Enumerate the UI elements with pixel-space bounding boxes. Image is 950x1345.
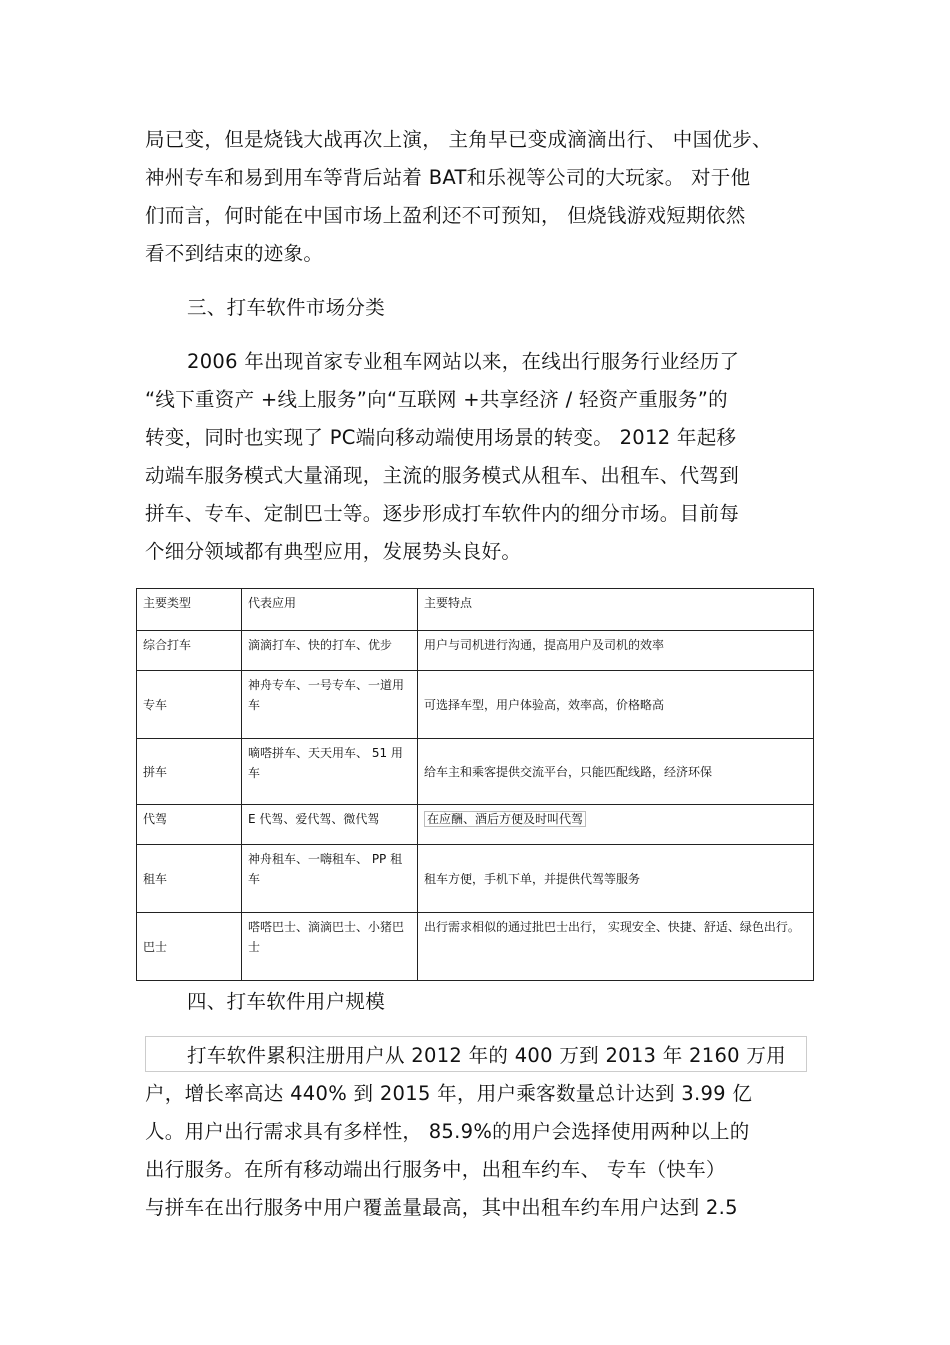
- table-row: [137, 631, 814, 671]
- section-heading-3: 三、打车软件市场分类: [187, 296, 386, 319]
- table-cell-type: 租车: [137, 845, 242, 913]
- paragraph-line: 与拼车在出行服务中用户覆盖量最高，其中出租车约车用户达到 2.5: [145, 1196, 738, 1219]
- table-row: [137, 671, 814, 739]
- paragraph-line: 局已变，但是烧钱大战再次上演， 主角早已变成滴滴出行、 中国优步、: [145, 128, 772, 151]
- table-header-cell: 代表应用: [242, 589, 418, 631]
- table-cell-apps: 神舟专车、一号专车、一道用车: [242, 671, 418, 739]
- table-row: [137, 913, 814, 981]
- table-cell-feature: [418, 805, 814, 845]
- table-row: [137, 845, 814, 913]
- paragraph-line: 出行服务。在所有移动端出行服务中，出租车约车、 专车（快车）: [145, 1158, 726, 1181]
- paragraph-line: “线下重资产 +线上服务”向“互联网 +共享经济 / 轻资产重服务”的: [145, 388, 728, 411]
- table-cell-feature: 用户与司机进行沟通，提高用户及司机的效率: [418, 631, 814, 671]
- paragraph-line: 转变，同时也实现了 PC端向移动端使用场景的转变。 2012 年起移: [145, 426, 737, 449]
- feature-text: 在应酬、酒后方便及时叫代驾: [424, 811, 586, 827]
- table-cell-type: 专车: [137, 671, 242, 739]
- paragraph-line: 户，增长率高达 440% 到 2015 年，用户乘客数量总计达到 3.99 亿: [145, 1082, 753, 1105]
- table-header-cell: 主要特点: [418, 589, 814, 631]
- table-cell-apps: 滴滴打车、快的打车、优步: [242, 631, 418, 671]
- table-cell-apps: 嗒嗒巴士、滴滴巴士、小猪巴士: [242, 913, 418, 981]
- table-cell-type: 拼车: [137, 739, 242, 805]
- table-row: [137, 805, 814, 845]
- paragraph-line: 神州专车和易到用车等背后站着 BAT和乐视等公司的大玩家。 对于他: [145, 166, 751, 189]
- paragraph-line: 们而言，何时能在中国市场上盈利还不可预知， 但烧钱游戏短期依然: [145, 204, 746, 227]
- table-cell-apps: 嘀嗒拼车、天天用车、 51 用车: [242, 739, 418, 805]
- paragraph-line: 人。用户出行需求具有多样性， 85.9%的用户会选择使用两种以上的: [145, 1120, 750, 1143]
- section-heading-4: 四、打车软件用户规模: [187, 990, 386, 1013]
- table-cell-feature: 可选择车型，用户体验高，效率高，价格略高: [418, 671, 814, 739]
- paragraph-line: 动端车服务模式大量涌现，主流的服务模式从租车、出租车、代驾到: [145, 464, 740, 487]
- paragraph-line: 拼车、专车、定制巴士等。逐步形成打车软件内的细分市场。目前每: [145, 502, 740, 525]
- paragraph-line: 个细分领域都有典型应用，发展势头良好。: [145, 540, 522, 563]
- table-row: [137, 739, 814, 805]
- table-cell-type: 综合打车: [137, 631, 242, 671]
- paragraph-line: 看不到结束的迹象。: [145, 242, 324, 265]
- paragraph-line: 打车软件累积注册用户从 2012 年的 400 万到 2013 年 2160 万用: [187, 1044, 786, 1067]
- table-cell-apps: 神舟租车、一嗨租车、 PP 租车: [242, 845, 418, 913]
- table-cell-feature: 给车主和乘客提供交流平台，只能匹配线路，经济环保: [418, 739, 814, 805]
- paragraph-line: 2006 年出现首家专业租车网站以来，在线出行服务行业经历了: [187, 350, 740, 373]
- table-cell-feature: 出行需求相似的通过批巴士出行， 实现安全、快捷、舒适、绿色出行。: [418, 913, 814, 981]
- table-cell-type: 巴士: [137, 913, 242, 981]
- table-cell-type: 代驾: [137, 805, 242, 845]
- taxi-app-category-table: [136, 588, 814, 981]
- table-header-row: [137, 589, 814, 631]
- table-header-cell: 主要类型: [137, 589, 242, 631]
- table-cell-feature: 租车方便，手机下单，并提供代驾等服务: [418, 845, 814, 913]
- table-cell-apps: E 代驾、爱代驾、微代驾: [242, 805, 418, 845]
